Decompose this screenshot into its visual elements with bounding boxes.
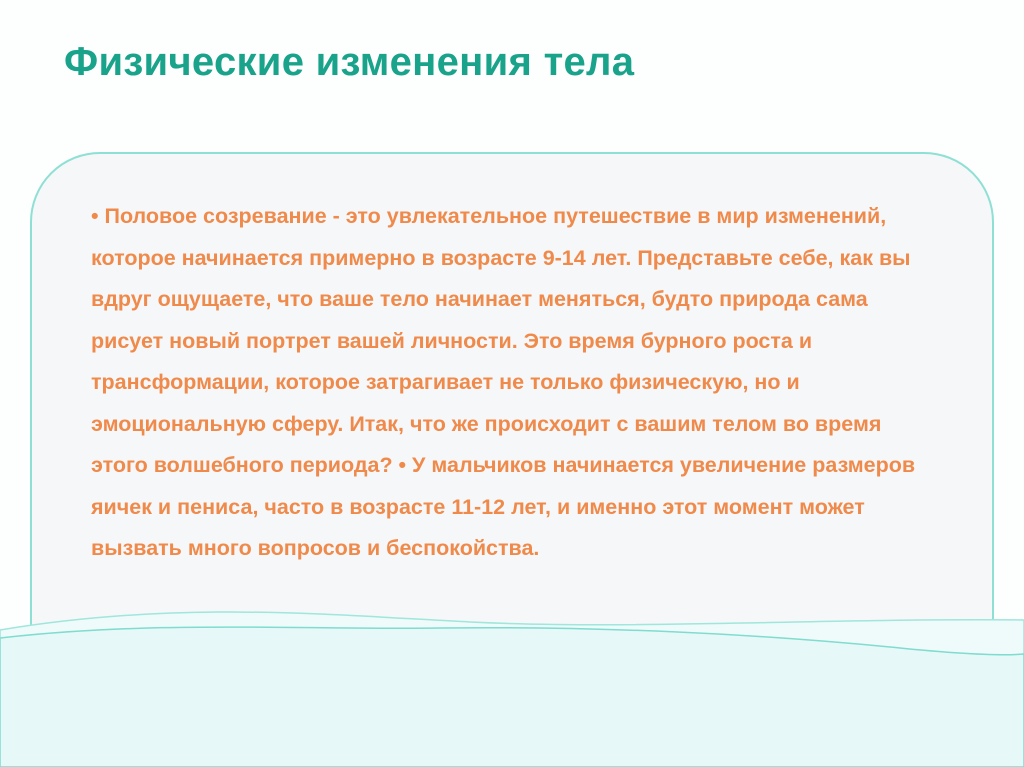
decorative-wave (0, 590, 1024, 767)
slide-title: Физические изменения тела (64, 40, 635, 84)
slide-body-text: • Половое созревание - это увлекательное путешествие в мир изменений, которое начинается примерно в возрасте 9-14 лет. Представьте себе, как вы вдруг ощущаете, что ваше тело начинает меняться, будто природа сама рисует новый портрет вашей личности. Это время бурного роста и трансформации, которое затрагивает не только физическую, но и эмоциональную сферу. Итак, что же происходит с вашим телом во время этого волшебного периода? • У мальчиков начинается увеличение размеров яичек и пениса, часто в возрасте 11-12 лет, и именно этот момент может вызвать много вопросов и беспокойства. (91, 204, 916, 560)
wave-front-shape (0, 627, 1024, 767)
